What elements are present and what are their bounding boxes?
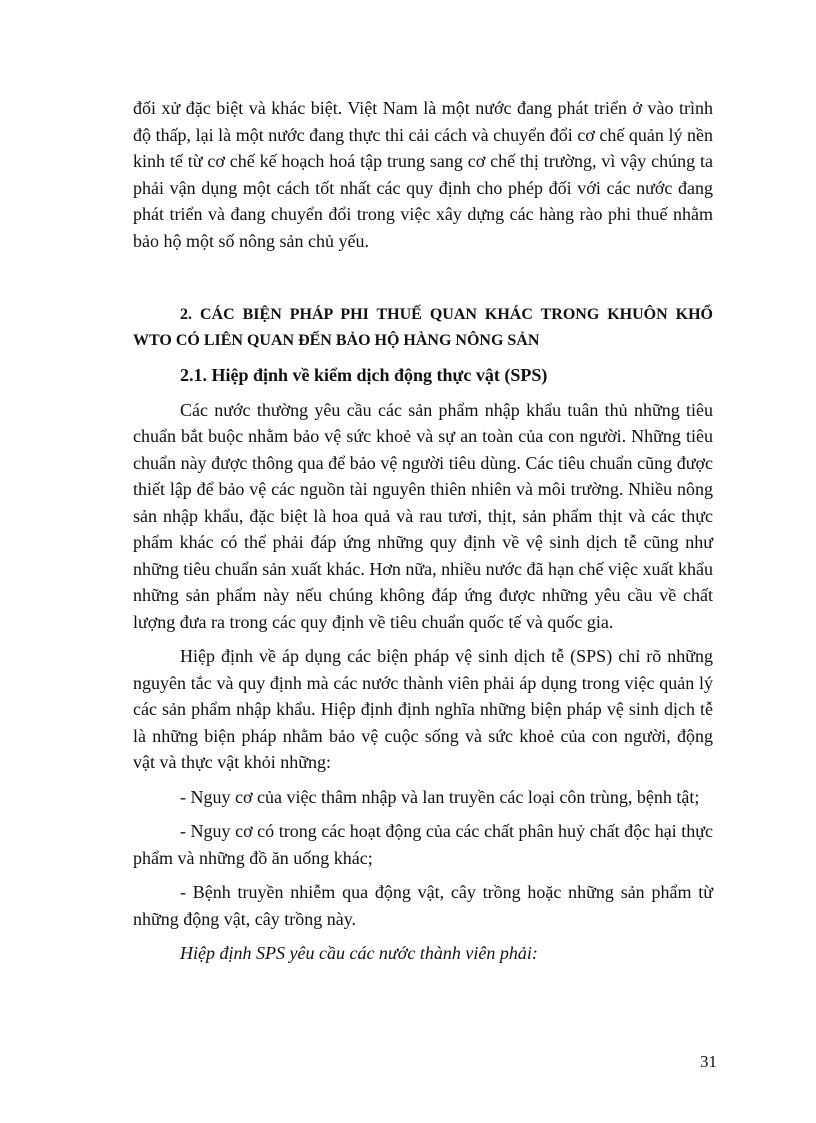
page-number: 31 bbox=[700, 1052, 717, 1071]
body-paragraph-1: Các nước thường yêu cầu các sản phẩm nhập khẩu tuân thủ những tiêu chuẩn bắt buộc nhằm bảo vệ sức khoẻ và sự an toàn của con người. Những tiêu chuẩn này được thông qua để bảo vệ người tiêu dùng. Các tiêu chuẩn cũng được thiết lập để bảo vệ các nguồn tài nguyên thiên nhiên và môi trường. Nhiều nông sản nhập khẩu, đặc biệt là hoa quả và rau tươi, thịt, sản phẩm thịt và các thực phẩm khác có thể phải đáp ứng những quy định về vệ sinh dịch tễ cũng như những tiêu chuẩn sản xuất khác. Hơn nữa, nhiều nước đã hạn chế việc xuất khẩu những sản phẩm này nếu chúng không đáp ứng được những yêu cầu về chất lượng đưa ra trong các quy định về tiêu chuẩn quốc tế và quốc gia. bbox=[133, 399, 713, 632]
bullet-item-3: - Bệnh truyền nhiễm qua động vật, cây trồng hoặc những sản phẩm từ những động vật, cây trồng này. bbox=[133, 882, 713, 929]
bullet-item-2: - Nguy cơ có trong các hoạt động của các chất phân huỷ chất độc hại thực phẩm và những đồ ăn uống khác; bbox=[133, 821, 713, 868]
closing-italic-line: Hiệp định SPS yêu cầu các nước thành viên phải: bbox=[180, 943, 538, 963]
section-heading: 2. CÁC BIỆN PHÁP PHI THUẾ QUAN KHÁC TRONG KHUÔN KHỔ WTO CÓ LIÊN QUAN ĐẾN BẢO HỘ HÀNG NÔNG SẢN bbox=[133, 306, 713, 349]
body-paragraph-2: Hiệp định về áp dụng các biện pháp vệ sinh dịch tễ (SPS) chỉ rõ những nguyên tắc và quy định mà các nước thành viên phải áp dụng trong việc quản lý các sản phẩm nhập khẩu. Hiệp định định nghĩa những biện pháp vệ sinh dịch tễ là những biện pháp nhằm bảo vệ cuộc sống và sức khoẻ của con người, động vật và thực vật khỏi những: bbox=[133, 646, 713, 772]
intro-paragraph: đối xử đặc biệt và khác biệt. Việt Nam là một nước đang phát triển ở vào trình độ thấp, lại là một nước đang thực thi cải cách và chuyển đổi cơ chế quản lý nền kinh tế từ cơ chế kế hoạch hoá tập trung sang cơ chế thị trường, vì vậy chúng ta phải vận dụng một cách tốt nhất các quy định cho phép đối với các nước đang phát triển và đang chuyển đổi trong việc xây dựng các hàng rào phi thuế nhằm bảo hộ một số nông sản chủ yếu. bbox=[133, 98, 713, 251]
subsection-heading: 2.1. Hiệp định về kiểm dịch động thực vật (SPS) bbox=[180, 365, 548, 385]
page-body bbox=[133, 95, 713, 967]
bullet-item-1: - Nguy cơ của việc thâm nhập và lan truyền các loại côn trùng, bệnh tật; bbox=[180, 786, 700, 807]
